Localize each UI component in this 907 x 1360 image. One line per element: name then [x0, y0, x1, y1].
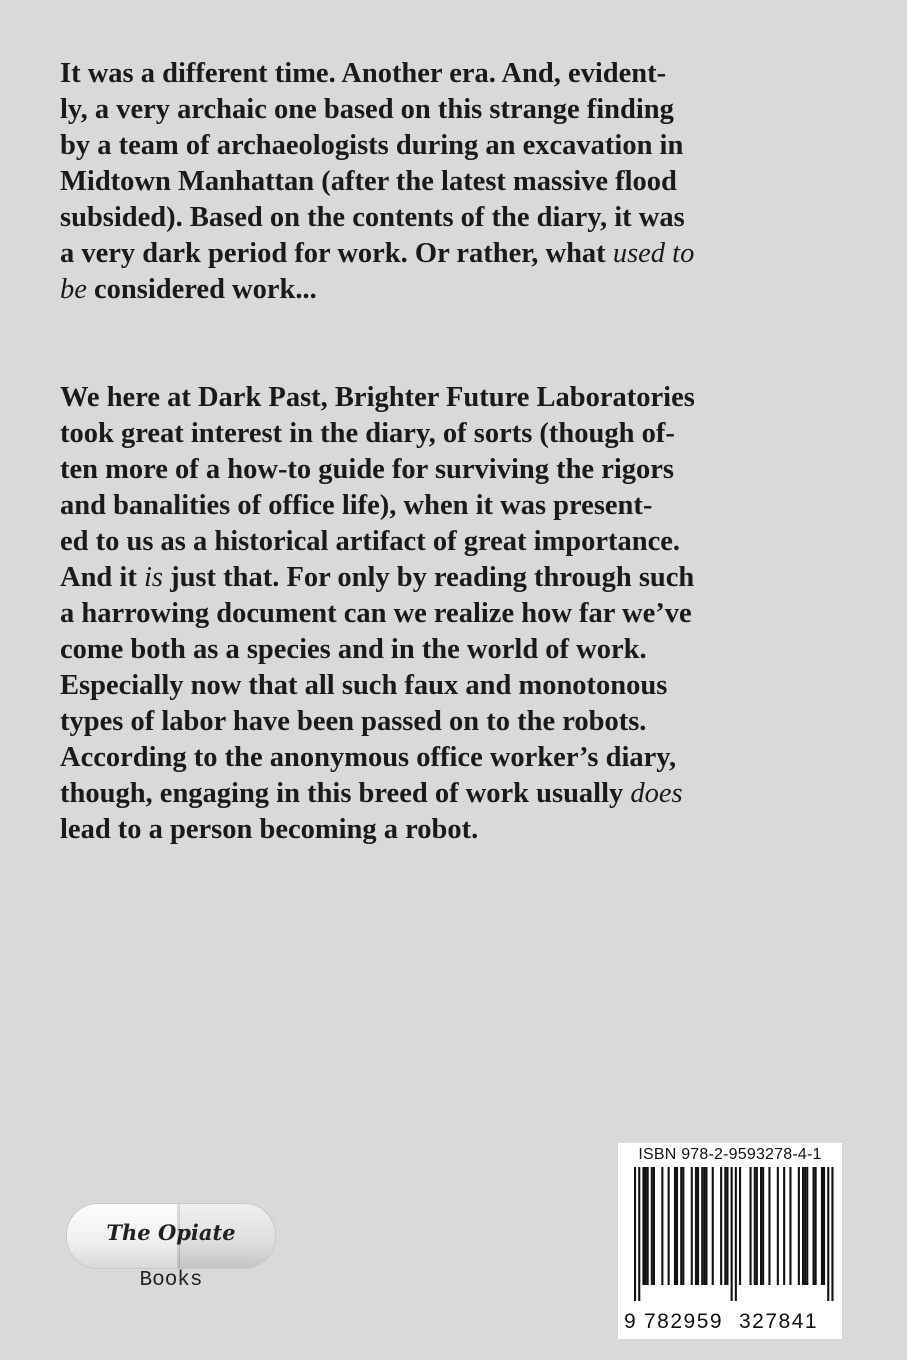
barcode-bar — [695, 1167, 697, 1285]
barcode-bars — [622, 1167, 838, 1313]
blurb-line: Especially now that all such faux and monotonous — [60, 670, 668, 701]
barcode-bar — [661, 1167, 663, 1285]
barcode-bar — [645, 1167, 647, 1285]
blurb-line: subsided). Based on the contents of the diary, it was — [60, 202, 685, 233]
barcode-bar — [724, 1167, 726, 1285]
barcode-bar — [815, 1167, 817, 1285]
barcode-bar — [674, 1167, 676, 1285]
blurb-line: ed to us as a historical artifact of great importance. — [60, 526, 681, 557]
blurb-italic: used to — [612, 238, 695, 269]
barcode-bar — [754, 1167, 756, 1285]
blurb-line: by a team of archaeologists during an excavation in — [60, 130, 684, 161]
barcode-bar — [735, 1167, 737, 1301]
barcode-bar — [726, 1167, 728, 1285]
publisher-logo-subtitle: Books — [139, 1269, 203, 1292]
barcode-bar — [703, 1167, 705, 1285]
blurb-line: types of labor have been passed on to the robots. — [60, 706, 647, 737]
barcode-bar — [756, 1167, 758, 1285]
blurb-line: ly, a very archaic one based on this strange finding — [60, 94, 674, 125]
blurb-line: took great interest in the diary, of sorts (though of- — [60, 418, 675, 449]
blurb-line: lead to a person becoming a robot. — [60, 814, 479, 845]
barcode-bar — [813, 1167, 815, 1285]
barcode-bar — [697, 1167, 699, 1285]
barcode-bar — [802, 1167, 804, 1285]
barcode-bar — [653, 1167, 655, 1285]
isbn-barcode — [618, 1143, 842, 1339]
blurb-line: And it — [60, 562, 144, 593]
barcode-bar — [798, 1167, 800, 1285]
barcode-bar — [638, 1167, 640, 1301]
publisher-logo — [66, 1203, 276, 1303]
barcode-bar — [682, 1167, 684, 1285]
barcode-bar — [668, 1167, 670, 1285]
capsule-pill-icon — [66, 1203, 276, 1269]
barcode-bar — [783, 1167, 785, 1285]
barcode-bar — [831, 1167, 833, 1301]
barcode-bar — [760, 1167, 762, 1285]
blurb-line: and banalities of office life), when it was present- — [60, 490, 653, 521]
blurb-line: considered work... — [86, 274, 317, 305]
barcode-bar — [712, 1167, 714, 1285]
blurb-italic: does — [630, 778, 683, 809]
barcode-bar — [720, 1167, 722, 1285]
barcode-bar — [789, 1167, 791, 1285]
barcode-bar — [731, 1167, 733, 1301]
barcode-bar — [705, 1167, 707, 1285]
barcode-bar — [750, 1167, 752, 1285]
publisher-logo-title: The Opiate — [106, 1220, 236, 1245]
barcode-bar — [701, 1167, 703, 1285]
barcode-bar — [804, 1167, 806, 1285]
barcode-digit-lead: 9 — [624, 1310, 638, 1333]
blurb-italic: is — [143, 562, 163, 593]
barcode-digits-left: 782959 — [644, 1310, 724, 1333]
barcode-bar — [821, 1167, 823, 1285]
blurb-line: It was a different time. Another era. And, evident- — [60, 58, 667, 89]
blurb-line: We here at Dark Past, Brighter Future Laboratories — [60, 382, 695, 413]
barcode-bar — [762, 1167, 764, 1285]
blurb-paragraph-2 — [60, 380, 842, 848]
barcode-bar — [634, 1167, 636, 1301]
barcode-bar — [642, 1167, 644, 1285]
isbn-label: ISBN 978-2-9593278-4-1 — [638, 1146, 822, 1163]
blurb-line: a very dark period for work. Or rather, what — [60, 238, 613, 269]
barcode-bar — [651, 1167, 653, 1285]
blurb-line: ten more of a how-to guide for surviving the rigors — [60, 454, 675, 485]
blurb-paragraph-1 — [60, 56, 842, 308]
barcode-bar — [777, 1167, 779, 1285]
blurb-italic: be — [60, 274, 87, 305]
barcode-bar — [806, 1167, 808, 1285]
blurb-line: a harrowing document can we realize how far we’ve — [60, 598, 692, 629]
blurb-line: come both as a species and in the world of work. — [60, 634, 647, 665]
blurb-line: Midtown Manhattan (after the latest massive flood — [60, 166, 677, 197]
barcode-bar — [691, 1167, 693, 1285]
barcode-digits-right: 327841 — [739, 1310, 819, 1333]
barcode-bar — [823, 1167, 825, 1285]
blurb-line: just that. For only by reading through such — [162, 562, 695, 593]
barcode-bar — [739, 1167, 741, 1285]
barcode-bar — [676, 1167, 678, 1285]
blurb-line: According to the anonymous office worker’s diary, — [60, 742, 677, 773]
blurb-line: though, engaging in this breed of work usually — [60, 778, 631, 809]
barcode-bar — [680, 1167, 682, 1285]
barcode-bar — [827, 1167, 829, 1301]
barcode-bar — [647, 1167, 649, 1285]
barcode-bar — [768, 1167, 770, 1285]
